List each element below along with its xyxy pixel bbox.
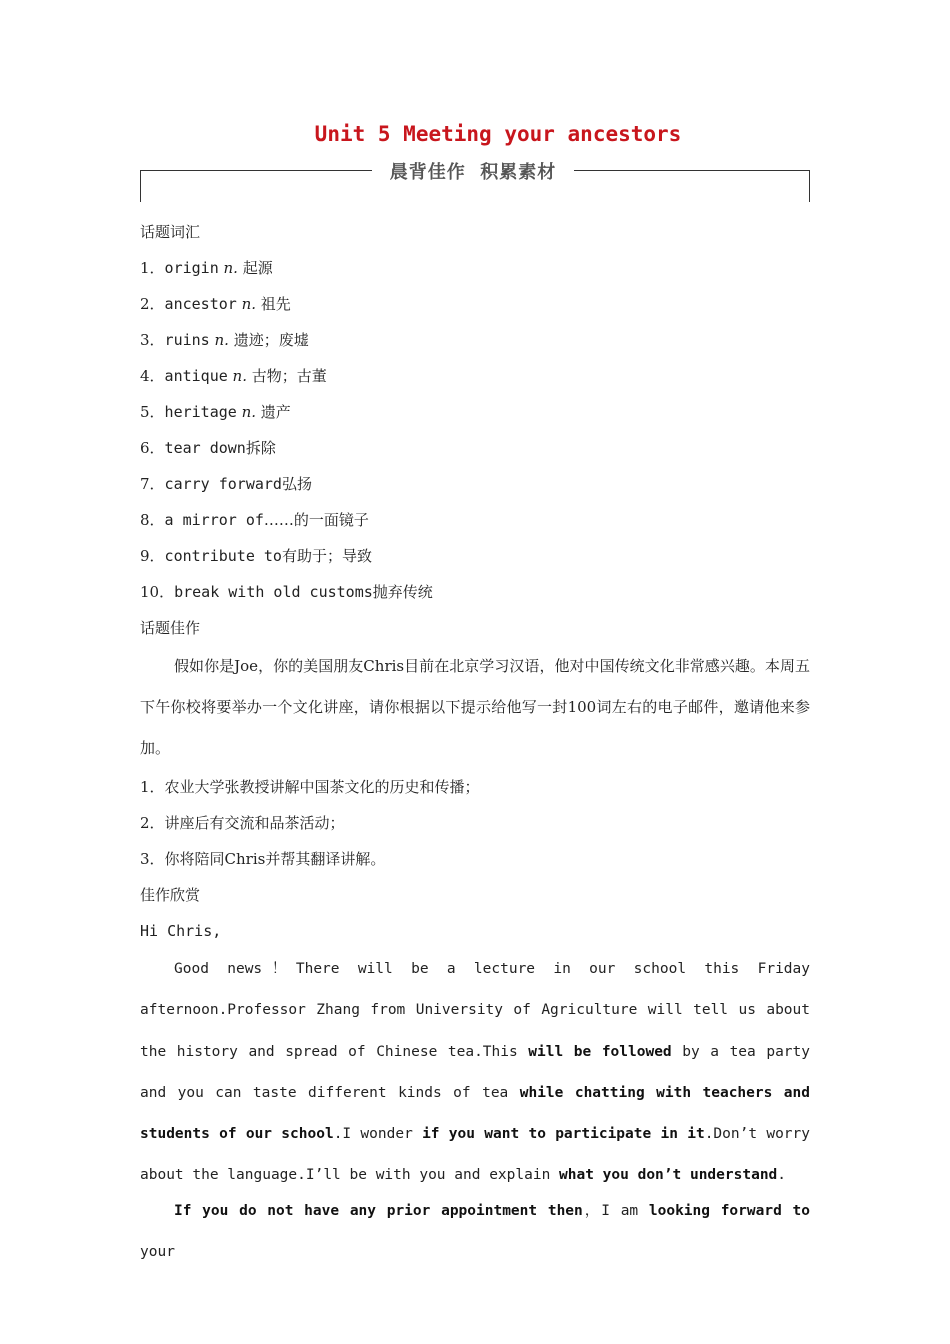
prompt-point: 1．农业大学张教授讲解中国茶文化的历史和传播； bbox=[140, 778, 480, 796]
content-body bbox=[140, 214, 810, 1273]
appreciation-heading: 佳作欣赏 bbox=[140, 886, 201, 904]
banner-bracket-left bbox=[140, 170, 141, 202]
essay-paragraph-2: If you do not have any prior appointment then，I am looking forward to your bbox=[140, 1202, 810, 1261]
writing-heading: 话题佳作 bbox=[140, 619, 201, 637]
vocab-item: 8．a mirror of……的一面镜子 bbox=[140, 511, 369, 529]
section-banner bbox=[140, 160, 810, 204]
prompt-point: 3．你将陪同Chris并帮其翻译讲解。 bbox=[140, 850, 386, 868]
highlight-phrase: if you want to participate in it bbox=[422, 1126, 705, 1143]
banner-text: 晨背佳作 积累素材 bbox=[389, 162, 557, 183]
banner-rule-right bbox=[574, 170, 810, 171]
highlight-phrase: what you don’t understand bbox=[559, 1167, 778, 1184]
highlight-phrase: while chatting with teachers and students of our school bbox=[140, 1084, 810, 1143]
vocab-item: 4．antique n. 古物；古董 bbox=[140, 367, 327, 385]
vocab-list bbox=[140, 250, 810, 610]
vocab-item: 7．carry forward弘扬 bbox=[140, 475, 312, 493]
vocab-item: 10．break with old customs抛弃传统 bbox=[140, 583, 433, 601]
vocab-item: 1．origin n. 起源 bbox=[140, 259, 273, 277]
essay-greeting: Hi Chris, bbox=[140, 922, 222, 940]
highlight-phrase: looking forward to bbox=[648, 1202, 810, 1219]
banner-rule-left bbox=[140, 170, 372, 171]
vocab-item: 6．tear down拆除 bbox=[140, 439, 276, 457]
unit-title: Unit 5 Meeting your ancestors bbox=[314, 122, 682, 146]
highlight-phrase: will be followed bbox=[528, 1043, 672, 1060]
prompt-point: 2．讲座后有交流和品茶活动； bbox=[140, 814, 345, 832]
vocab-item: 2．ancestor n. 祖先 bbox=[140, 295, 291, 313]
vocab-item: 3．ruins n. 遗迹；废墟 bbox=[140, 331, 309, 349]
essay-paragraph-1: Good news！There will be a lecture in our school this Friday afternoon.Professor Zhang from University of Agriculture will tell us about the history and spread of Chinese tea.This will be followed by a tea party and you can taste different kinds of tea while chatting with teachers and students of our school.I wonder if you want to participate in it.Don’t worry about the language.I’ll be with you and explain what you don’t understand. bbox=[140, 961, 810, 1184]
vocab-item: 5．heritage n. 遗产 bbox=[140, 403, 291, 421]
highlight-phrase: If you do not have any prior appointment then bbox=[174, 1202, 583, 1219]
vocab-heading: 话题词汇 bbox=[140, 223, 201, 241]
banner-bracket-right bbox=[809, 170, 810, 202]
vocab-item: 9．contribute to有助于；导致 bbox=[140, 547, 372, 565]
writing-prompt: 假如你是Joe，你的美国朋友Chris目前在北京学习汉语，他对中国传统文化非常感兴趣。本周五下午你校将要举办一个文化讲座，请你根据以下提示给他写一封100词左右的电子邮件，邀请他来参加。 bbox=[140, 657, 810, 757]
